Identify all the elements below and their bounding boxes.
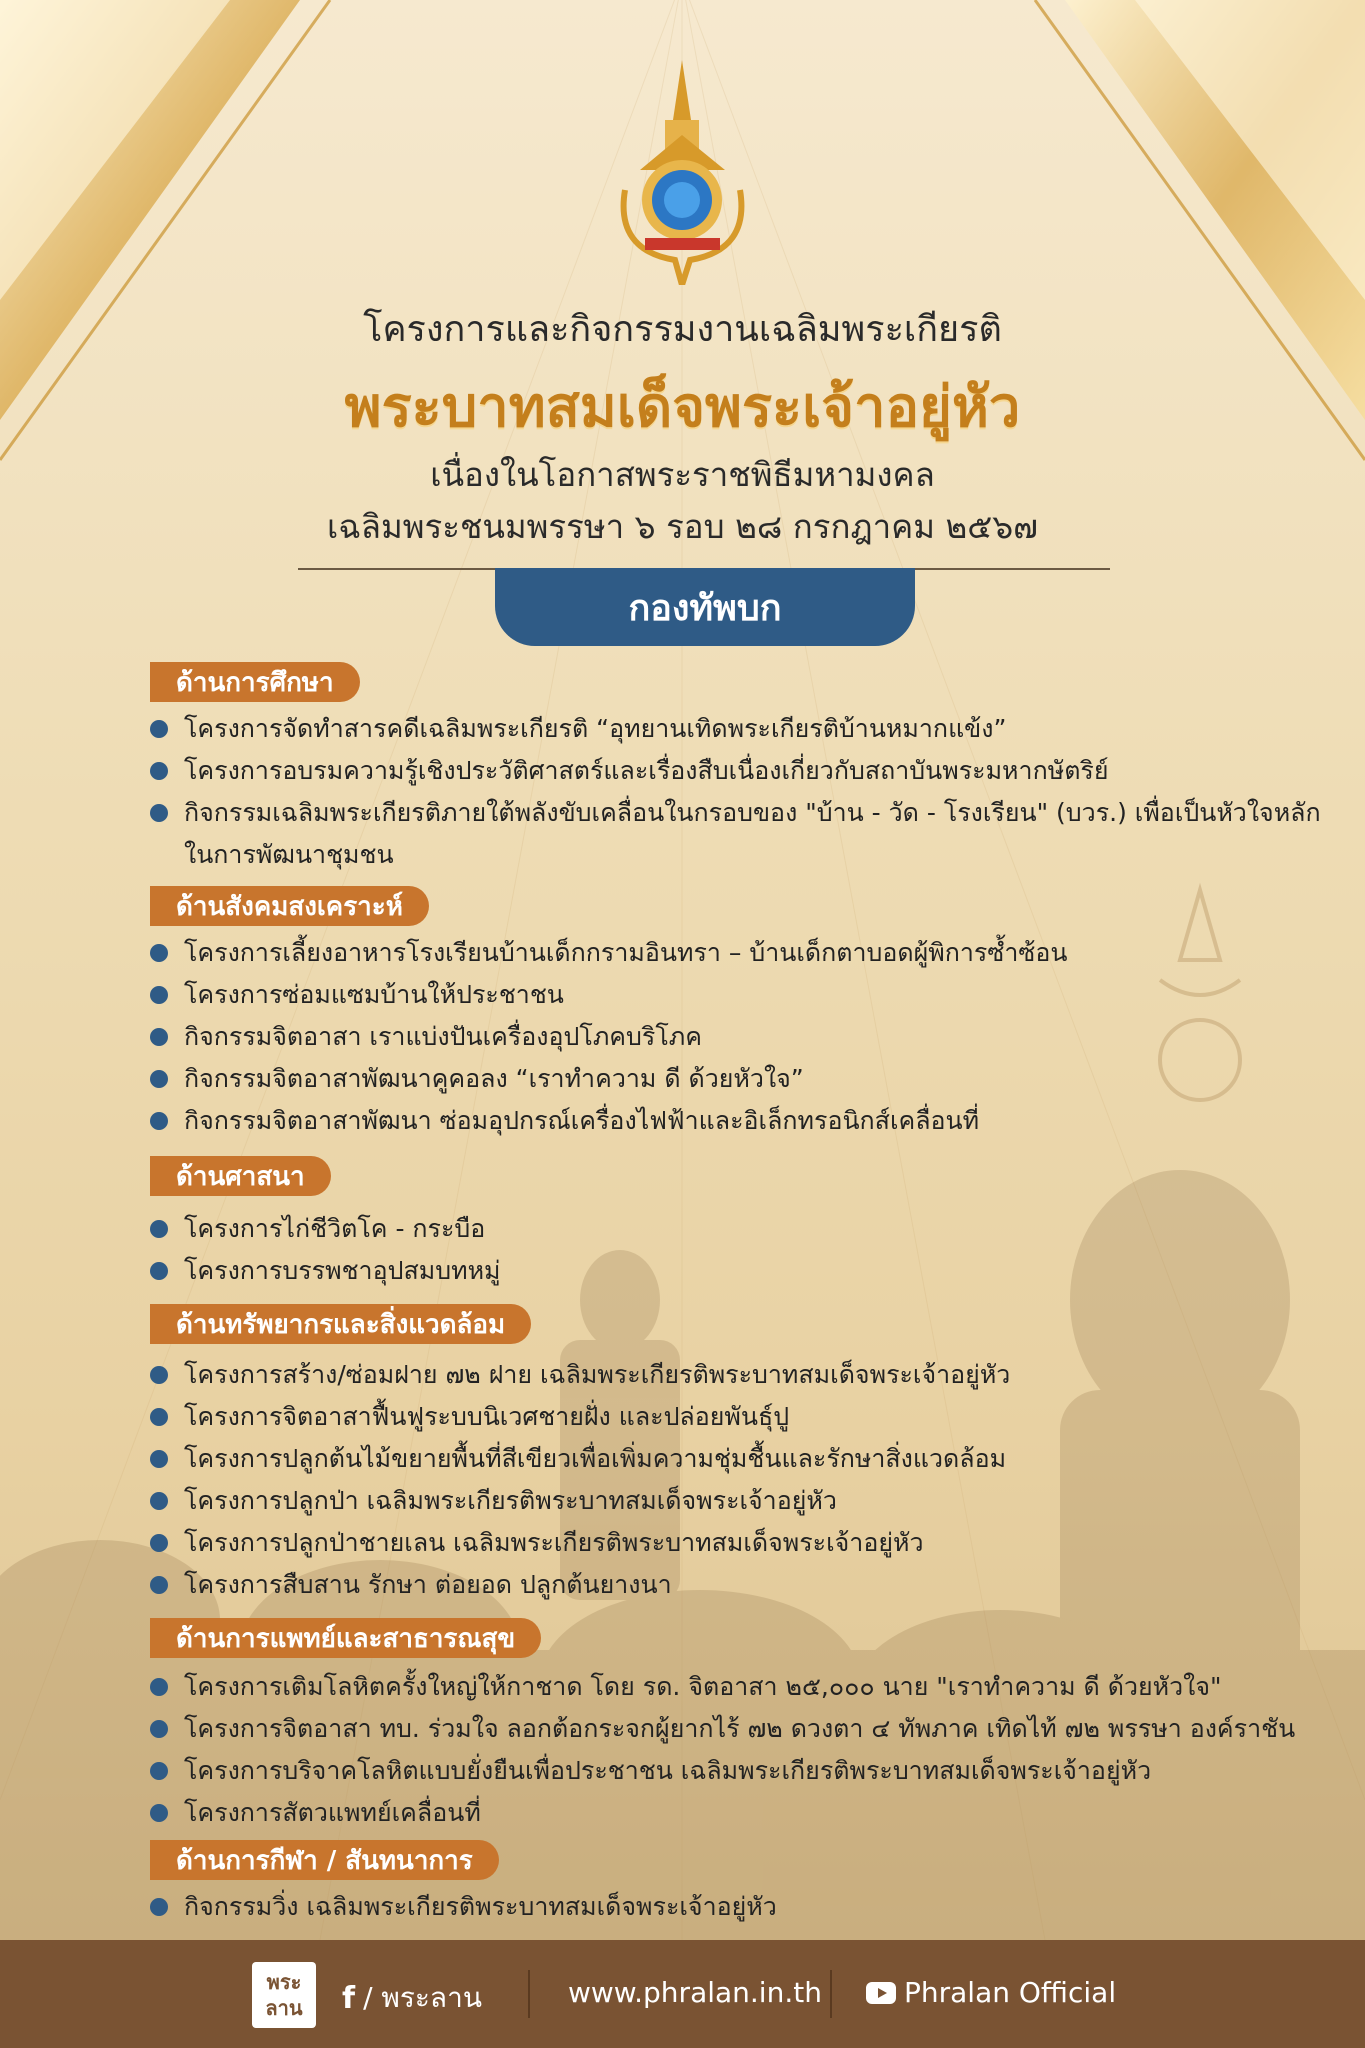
list-item: กิจกรรมเฉลิมพระเกียรติภายใต้พลังขับเคลื่อนในกรอบของ "บ้าน - วัด - โรงเรียน" (บวร.) เพื่อเป็นหัวใจหลักในการพัฒนาชุมชน [150,792,1330,876]
bullet-icon [150,1534,168,1552]
header-line-4: เฉลิมพระชนมพรรษา ๖ รอบ ๒๘ กรกฎาคม ๒๕๖๗ [327,507,1038,546]
youtube-link[interactable]: Phralan Official [866,1976,1116,2009]
section-title-health: ด้านการแพทย์และสาธารณสุข [150,1618,541,1658]
list-item: โครงการจิตอาสา ทบ. ร่วมใจ ลอกต้อกระจกผู้ยากไร้ ๗๒ ดวงตา ๔ ทัพภาค เทิดไท้ ๗๒ พรรษา องค์ราชัน [150,1708,1330,1750]
bullet-icon [150,720,168,738]
list-item: โครงการเลี้ยงอาหารโรงเรียนบ้านเด็กกรามอินทรา – บ้านเด็กตาบอดผู้พิการซ้ำซ้อน [150,932,1330,974]
list-item: โครงการจัดทำสารคดีเฉลิมพระเกียรติ “อุทยานเทิดพระเกียรติบ้านหมากแข้ง” [150,708,1330,750]
bullet-icon [150,1220,168,1238]
bullet-icon [150,1720,168,1738]
list-item: โครงการสืบสาน รักษา ต่อยอด ปลูกต้นยางนา [150,1564,1330,1606]
list-item: โครงการจิตอาสาฟื้นฟูระบบนิเวศชายฝั่ง และปล่อยพันธุ์ปู [150,1396,1330,1438]
bullet-icon [150,804,168,822]
phralan-logo: พระ ลาน [252,1962,316,2028]
list-item: โครงการสร้าง/ซ่อมฝาย ๗๒ ฝาย เฉลิมพระเกียรติพระบาทสมเด็จพระเจ้าอยู่หัว [150,1354,1330,1396]
section-title-social-welfare: ด้านสังคมสงเคราะห์ [150,886,429,926]
bullet-icon [150,1070,168,1088]
bullet-icon [150,1450,168,1468]
list-item: กิจกรรมจิตอาสาพัฒนา ซ่อมอุปกรณ์เครื่องไฟฟ้าและอิเล็กทรอนิกส์เคลื่อนที่ [150,1100,1330,1142]
bullet-icon [150,1262,168,1280]
bullet-icon [150,1028,168,1046]
footer-separator [830,1970,832,2018]
bullet-icon [150,1112,168,1130]
list-item: โครงการสัตวแพทย์เคลื่อนที่ [150,1792,1330,1834]
bullet-icon [150,1408,168,1426]
bullet-icon [150,1804,168,1822]
list-item: โครงการซ่อมแซมบ้านให้ประชาชน [150,974,1330,1016]
section-title-environment: ด้านทรัพยากรและสิ่งแวดล้อม [150,1304,531,1344]
list-item: โครงการอบรมความรู้เชิงประวัติศาสตร์และเรื่องสืบเนื่องเกี่ยวกับสถาบันพระมหากษัตริย์ [150,750,1330,792]
bullet-icon [150,1366,168,1384]
list-item: โครงการบริจาคโลหิตแบบยั่งยืนเพื่อประชาชน เฉลิมพระเกียรติพระบาทสมเด็จพระเจ้าอยู่หัว [150,1750,1330,1792]
bullet-icon [150,944,168,962]
unit-badge: กองทัพบก [495,568,915,646]
section-title-sports: ด้านการกีฬา / สันทนาการ [150,1840,499,1880]
bullet-icon [150,1678,168,1696]
list-item: โครงการบรรพชาอุปสมบทหมู่ [150,1250,1330,1292]
bullet-icon [150,1576,168,1594]
list-item: กิจกรรมจิตอาสา เราแบ่งปันเครื่องอุปโภคบริโภค [150,1016,1330,1058]
bullet-icon [150,762,168,780]
facebook-icon: f [342,1980,356,2016]
list-item: โครงการปลูกป่า เฉลิมพระเกียรติพระบาทสมเด็จพระเจ้าอยู่หัว [150,1480,1330,1522]
list-item: โครงการปลูกต้นไม้ขยายพื้นที่สีเขียวเพื่อเพิ่มความชุ่มชื้นและรักษาสิ่งแวดล้อม [150,1438,1330,1480]
footer [0,1940,1365,2048]
header-title: พระบาทสมเด็จพระเจ้าอยู่หัว [344,375,1021,440]
list-item: โครงการไก่ชีวิตโค - กระบือ [150,1208,1330,1250]
header-line-1: โครงการและกิจกรรมงานเฉลิมพระเกียรติ [363,309,1002,350]
section-title-religion: ด้านศาสนา [150,1156,331,1196]
list-item: กิจกรรมวิ่ง เฉลิมพระเกียรติพระบาทสมเด็จพระเจ้าอยู่หัว [150,1886,1330,1928]
bullet-icon [150,1898,168,1916]
footer-separator [528,1970,530,2018]
header-line-3: เนื่องในโอกาสพระราชพิธีมหามงคล [430,455,935,494]
website-link[interactable]: www.phralan.in.th [568,1976,822,2009]
facebook-link[interactable]: f / พระลาน [342,1980,482,2016]
list-item: โครงการเติมโลหิตครั้งใหญ่ให้กาชาด โดย รด. จิตอาสา ๒๕,๐๐๐ นาย "เราทำความ ดี ด้วยหัวใจ" [150,1666,1330,1708]
list-item: โครงการปลูกป่าชายเลน เฉลิมพระเกียรติพระบาทสมเด็จพระเจ้าอยู่หัว [150,1522,1330,1564]
bullet-icon [150,1762,168,1780]
youtube-icon [866,1982,896,2004]
royal-emblem-icon [615,60,750,285]
section-title-education: ด้านการศึกษา [150,662,360,702]
bullet-icon [150,986,168,1004]
bullet-icon [150,1492,168,1510]
list-item: กิจกรรมจิตอาสาพัฒนาคูคอลง “เราทำความ ดี ด้วยหัวใจ” [150,1058,1330,1100]
